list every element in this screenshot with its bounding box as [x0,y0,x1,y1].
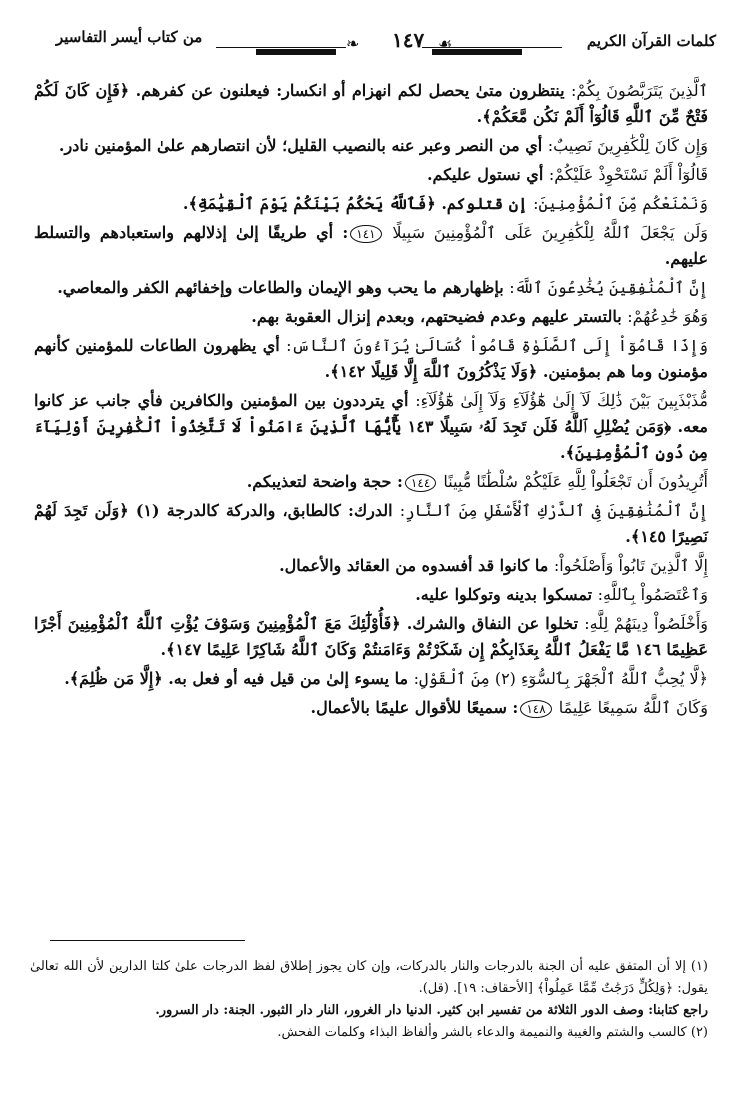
footnote: (٢) كالسب والشتم والغيبة والنميمة والدعاء بالشر وألفاظ البذاء وكلمات الفحش. [277,1025,708,1040]
explanation: ما يسوء إلىٰ من قيل فيه أو فعل به. ﴿إِلَّا مَن ظُلِمَ﴾. [64,669,414,688]
explanation: ينتظرون متىٰ يحصل لكم انهزام أو انكسار: فيعلنون عن كفرهم. ﴿فَإِن كَانَ لَكُمْ فَتْحٌ مِّنَ ٱللَّهِ قَالُوٓاْ أَلَمْ نَكُن مَّعَكُمْ﴾. [34,81,708,126]
ornament-icon: ☙ [438,34,453,53]
quran-phrase: وَكَانَ ٱللَّهُ سَمِيعًا عَلِيمًا [558,698,708,717]
paragraph [34,611,708,663]
header-source-title: من كتاب أيسر التفاسير [56,28,203,46]
explanation: أي من النصر وعبر عنه بالنصيب القليل؛ لأن انتصارهم علىٰ المؤمنين نادر. [58,136,548,155]
footnote: (١) إلا أن المتفق عليه أن الجنة بالدرجات والنار بالدركات، وإن كان يجوز إطلاق لفظ الدرجات علىٰ كلتا الدارين لأن الله تعالىٰ يقول: ﴿وَلِكُلٍّ دَرَجَٰتٌ مِّمَّا عَمِلُواْ﴾ [الأحقاف: ١٩]. (قل). [30,959,708,996]
quran-phrase: وَأَخْلَصُواْ دِينَهُمْ لِلَّهِ: [584,614,708,633]
explanation: أي نستول عليكم. [426,165,549,184]
paragraph [34,333,708,385]
paragraph [34,304,708,330]
paragraph [34,695,708,721]
explanation: الدرك: كالطابق، والدركة كالدرجة (١) ﴿وَلَن تَجِدَ لَهُمْ نَصِيرًا ١٤٥﴾. [34,501,708,546]
verse-number: ١٤٨ [520,700,551,718]
paragraph [34,388,708,466]
explanation: : سميعًا للأقوال عليمًا بالأعمال. [310,698,519,717]
quran-phrase: إِنَّ ٱلْمُنَٰفِقِينَ يُخَٰدِعُونَ ٱللَّهَ: [509,278,708,297]
explanation: أي يظهرون الطاعات للمؤمنين كأنهم مؤمنون وما هم بمؤمنين. ﴿وَلَا يَذْكُرُونَ ٱللَّهَ إِلَّا قَلِيلًا ١٤٢﴾. [34,336,708,381]
paragraph [34,220,708,272]
explanation: ما كانوا قد أفسدوه من العقائد والأعمال. [279,556,554,575]
footnote-reference: راجع كتابنا: وصف الدور الثلاثة من تفسير ابن كثير. الدنيا دار الغرور، النار دار الثبور. الجنة: دار السرور. [155,1003,708,1018]
quran-phrase: وَهُوَ خَٰدِعُهُمْ: [627,307,708,326]
paragraph [34,191,708,217]
quran-phrase: أَتُرِيدُونَ أَن تَجْعَلُواْ لِلَّهِ عَلَيْكُمْ سُلْطَٰنًا مُّبِينًا [443,472,708,491]
paragraph [34,78,708,130]
quran-phrase: مُّذَبْذَبِينَ بَيْنَ ذَٰلِكَ لَآ إِلَىٰ هَٰٓؤُلَآءِ وَلَآ إِلَىٰ هَٰٓؤُلَآءِ: [415,391,709,410]
explanation: أي يترددون بين المؤمنين والكافرين فأي جانب عز كانوا معه. ﴿وَمَن يُضْلِلِ ٱللَّهُ فَلَن تَجِدَ لَهُۥ سَبِيلًا ١٤٣ يَٰٓأَيُّهَا ٱلَّذِينَ ءَامَنُواْ لَا تَتَّخِذُواْ ٱلْكَٰفِرِينَ أَوْلِيَآءَ مِن دُونِ ٱلْمُؤْمِنِينَ﴾. [34,391,708,462]
main-text [34,78,708,724]
quran-phrase: وَإِذَا قَامُوٓاْ إِلَى ٱلصَّلَوٰةِ قَامُواْ كُسَالَىٰ يُرَآءُونَ ٱلنَّاسَ: [286,336,708,355]
explanation: إن قتلوكم. ﴿فَٱللَّهُ يَحْكُمُ بَيْنَكُمْ يَوْمَ ٱلْقِيَٰمَةِ﴾. [182,194,534,213]
verse-number: ١٤٤ [405,474,436,492]
explanation: : حجة واضحة لتعذيبكم. [246,472,403,491]
quran-phrase: ﴿لَّا يُحِبُّ ٱللَّهُ ٱلْجَهْرَ بِٱلسُّوٓءِ (٢) مِنَ ٱلْقَوْلِ: [413,669,708,688]
quran-phrase: إِنَّ ٱلْمُنَٰفِقِينَ فِى ٱلدَّرْكِ ٱلْأَسْفَلِ مِنَ ٱلنَّارِ: [399,501,708,520]
paragraph [34,162,708,188]
verse-number: ١٤١ [350,225,381,243]
paragraph [34,498,708,550]
header-rule-left [216,47,346,48]
paragraph [34,133,708,159]
quran-phrase: وَنَمْنَعْكُم مِّنَ ٱلْمُؤْمِنِينَ: [533,194,708,213]
footnotes [30,956,708,1044]
header-book-title: كلمات القرآن الكريم [586,32,716,50]
footnote-separator [50,940,245,941]
explanation: تخلوا عن النفاق والشرك. ﴿فَأُوْلَٰٓئِكَ مَعَ ٱلْمُؤْمِنِينَ وَسَوْفَ يُؤْتِ ٱللَّهُ ٱلْمُؤْمِنِينَ أَجْرًا عَظِيمًا ١٤٦ مَّا يَفْعَلُ ٱللَّهُ بِعَذَابِكُمْ إِن شَكَرْتُمْ وَءَامَنتُمْ وَكَانَ ٱللَّهُ شَاكِرًا عَلِيمًا ١٤٧﴾. [34,614,708,659]
explanation: بإظهارهم ما يحب وهو الإيمان والطاعات وإخفائهم الكفر والمعاصي. [57,278,510,297]
paragraph [34,275,708,301]
ornament-icon: ❧ [346,34,360,53]
quran-phrase: ٱلَّذِينَ يَتَرَبَّصُونَ بِكُمْ: [571,81,709,100]
quran-phrase: إِلَّا ٱلَّذِينَ تَابُواْ وَأَصْلَحُواْ: [553,556,708,575]
explanation: بالتستر عليهم وعدم فضيحتهم، وبعدم إنزال العقوبة بهم. [251,307,628,326]
paragraph [34,582,708,608]
quran-phrase: قَالُوٓاْ أَلَمْ نَسْتَحْوِذْ عَلَيْكُمْ: [548,165,708,184]
paragraph [34,469,708,495]
explanation: : أي طريقًا إلىٰ إذلالهم واستعبادهم والتسلط عليهم. [34,223,708,268]
paragraph [34,666,708,692]
explanation: تمسكوا بدينه وتوكلوا عليه. [415,585,598,604]
quran-phrase: وَلَن يَجْعَلَ ٱللَّهُ لِلْكَٰفِرِينَ عَلَى ٱلْمُؤْمِنِينَ سَبِيلًا [392,223,708,242]
quran-phrase: وَٱعْتَصَمُواْ بِٱللَّهِ: [597,585,708,604]
quran-phrase: وَإِن كَانَ لِلْكَٰفِرِينَ نَصِيبٌ: [547,136,708,155]
page-number: ١٤٧ [392,28,425,52]
paragraph [34,553,708,579]
page-header [46,22,722,66]
header-bar-left [256,49,336,55]
